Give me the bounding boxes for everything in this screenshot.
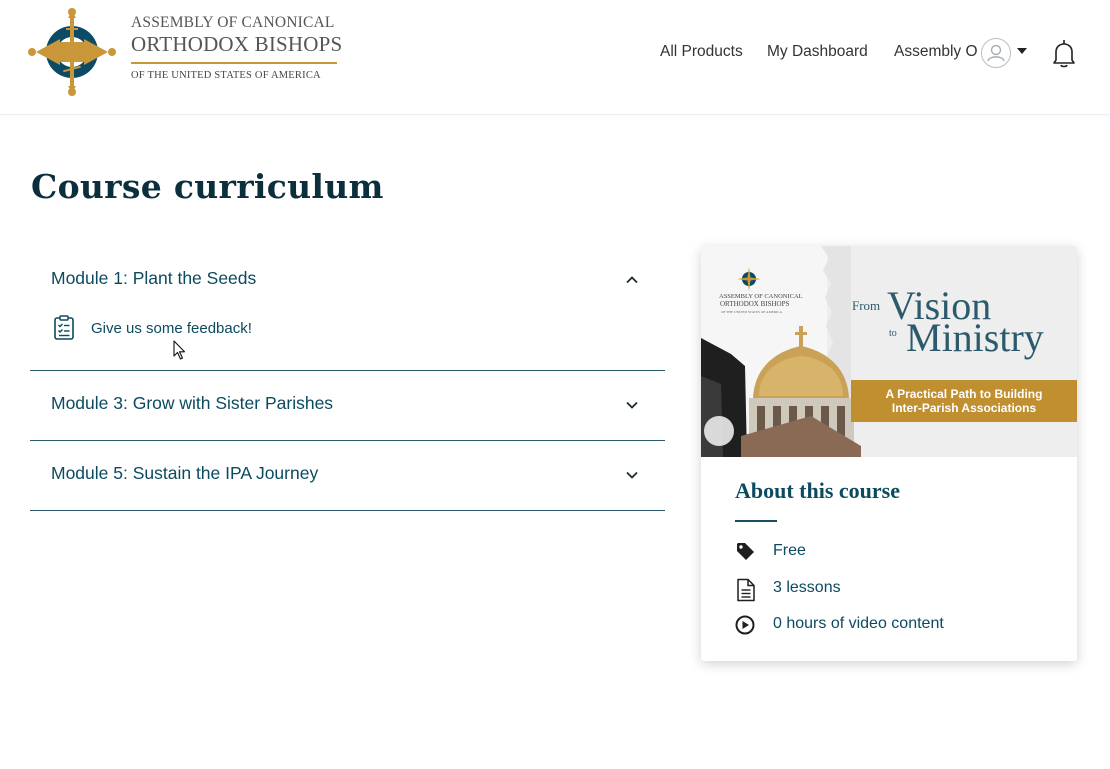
- logo-line-2: ORTHODOX BISHOPS: [131, 32, 343, 56]
- user-avatar[interactable]: [981, 38, 1011, 68]
- hero-to-text: to: [889, 328, 897, 339]
- user-menu-caret-icon[interactable]: [1017, 48, 1027, 54]
- nav-all-products[interactable]: All Products: [660, 43, 743, 60]
- logo-rule: [131, 62, 337, 64]
- course-price: Free: [773, 542, 806, 559]
- site-logo[interactable]: [28, 8, 348, 98]
- course-hero-image: [701, 246, 1077, 457]
- hero-ministry-text: Ministry: [906, 315, 1044, 360]
- notification-bell-icon[interactable]: [1051, 38, 1077, 70]
- orthodox-cross-emblem-icon: [28, 8, 118, 98]
- site-header: [0, 0, 1110, 115]
- module-title[interactable]: Module 5: Sustain the IPA Journey: [51, 463, 319, 483]
- play-circle-icon: [735, 614, 757, 636]
- hero-from-text: From: [852, 298, 881, 313]
- module-item: [30, 246, 665, 371]
- course-info-card: [701, 246, 1077, 661]
- price-tag-icon: [735, 541, 757, 563]
- hero-org-line-1: ASSEMBLY OF CANONICAL: [719, 293, 803, 300]
- document-icon: [735, 578, 757, 602]
- chevron-up-icon[interactable]: [625, 273, 639, 287]
- module-title[interactable]: Module 1: Plant the Seeds: [51, 268, 257, 288]
- about-title-underline: [735, 520, 777, 522]
- chevron-down-icon[interactable]: [625, 468, 639, 482]
- hero-subtitle-line-2: Inter-Parish Associations: [891, 401, 1037, 415]
- hero-subtitle-line-1: A Practical Path to Building: [885, 387, 1043, 401]
- logo-wordmark: [131, 14, 342, 81]
- module-lessons: [30, 315, 665, 370]
- hero-org-line-3: OF THE UNITED STATES OF AMERICA: [721, 310, 783, 314]
- module-title[interactable]: Module 3: Grow with Sister Parishes: [51, 393, 334, 413]
- chevron-down-icon[interactable]: [625, 398, 639, 412]
- module-item: [30, 441, 665, 511]
- hero-play-dot: [704, 416, 734, 446]
- hero-vision-text: Vision: [887, 283, 992, 328]
- page-title: Course curriculum: [31, 167, 384, 206]
- course-lesson-count: 3 lessons: [773, 579, 841, 596]
- user-avatar-icon: [981, 38, 1011, 68]
- logo-line-3: OF THE UNITED STATES OF AMERICA: [131, 70, 321, 81]
- module-header[interactable]: [30, 246, 665, 315]
- survey-icon: [53, 315, 75, 341]
- module-header[interactable]: [30, 371, 665, 440]
- nav-my-dashboard[interactable]: My Dashboard: [767, 43, 868, 60]
- module-header[interactable]: [30, 441, 665, 510]
- hero-subtitle-band: [851, 380, 1077, 422]
- mouse-cursor-icon: [173, 340, 187, 362]
- course-video-hours: 0 hours of video content: [773, 615, 944, 632]
- hero-org-line-2: ORTHODOX BISHOPS: [720, 300, 790, 308]
- lesson-link-feedback[interactable]: Give us some feedback!: [91, 320, 252, 337]
- module-item: [30, 371, 665, 441]
- hero-mini-logo-icon: [736, 266, 762, 292]
- about-course-title: About this course: [735, 478, 901, 503]
- course-curriculum-accordion: [30, 246, 665, 511]
- logo-line-1: ASSEMBLY OF CANONICAL: [131, 14, 335, 31]
- user-menu-name[interactable]: Assembly O: [894, 43, 978, 60]
